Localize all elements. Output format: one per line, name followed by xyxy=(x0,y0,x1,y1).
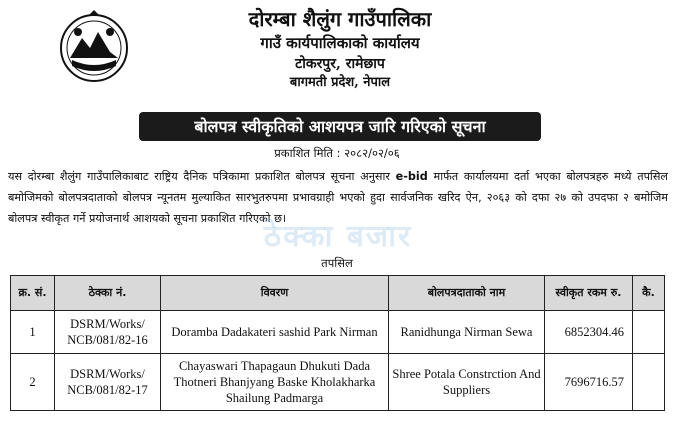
col-header-remarks: कै. xyxy=(633,276,665,311)
notice-body-part1: यस दोरम्बा शैलुंग गाउँपालिकाबाट राष्ट्रिय दैनिक पत्रिकामा प्रकाशित बोलपत्र सूचना अनुसार xyxy=(8,170,396,183)
notice-body xyxy=(8,166,668,229)
cell-amount: 7696716.57 xyxy=(545,354,633,411)
cell-remarks xyxy=(633,311,665,354)
watermark: ठेक्का बजार xyxy=(263,219,413,254)
notice-body-ebid: e-bid xyxy=(395,170,428,183)
cell-contract-no: DSRM/Works/ NCB/081/82-16 xyxy=(55,311,161,354)
address-line-2: बागमती प्रदेश, नेपाल xyxy=(289,75,391,90)
cell-description: Doramba Dadakateri sashid Park Nirman xyxy=(161,311,389,354)
col-header-contract-no: ठेक्का नं. xyxy=(55,276,161,311)
published-date: प्रकाशित मिति : २०८२/०२/०६ xyxy=(274,146,400,160)
table-row xyxy=(11,311,665,354)
cell-remarks xyxy=(633,354,665,411)
notice-body-part2: मार्फत कार्यालयमा दर्ता भएका बोलपत्रहरु मध्ये तपसिल बमोजिमको बोलपत्रदाताको बोलपत्र न्यूनतम मुल्याकित सारभुतरुपमा प्रभावग्राही भएको हुदा सार्वजनिक खरिद ऐन, २०६३ को दफा २७ को उपदफा २ बमोजिम बोलपत्र स्वीकृत गर्ने प्रयोजनार्थ आशयको सूचना प्रकाशित गरिएको छ। xyxy=(8,170,668,225)
cell-sn: 2 xyxy=(11,354,55,411)
cell-bidder: Shree Potala Constrction And Suppliers xyxy=(389,354,545,411)
col-header-amount: स्वीकृत रकम रु. xyxy=(545,276,633,311)
col-header-sn: क्र. सं. xyxy=(11,276,55,311)
address-line-1: टोकरपुर, रामेछाप xyxy=(295,56,385,72)
notice-title: बोलपत्र स्वीकृतिको आशयपत्र जारि गरिएको सूचना xyxy=(139,112,541,141)
table-header-row xyxy=(11,276,665,311)
table-row xyxy=(11,354,665,411)
office-name: गाउँ कार्यपालिकाको कार्यालय xyxy=(260,34,420,52)
schedule-table xyxy=(10,275,665,411)
cell-sn: 1 xyxy=(11,311,55,354)
municipality-emblem xyxy=(58,8,130,88)
letterhead xyxy=(140,6,540,92)
cell-description: Chayaswari Thapagaun Dhukuti Dada Thotneri Bhanjyang Baske Kholakharka Shailung Padmarga xyxy=(161,354,389,411)
cell-contract-no: DSRM/Works/ NCB/081/82-17 xyxy=(55,354,161,411)
col-header-bidder: बोलपत्रदाताको नाम xyxy=(389,276,545,311)
cell-bidder: Ranidhunga Nirman Sewa xyxy=(389,311,545,354)
col-header-description: विवरण xyxy=(161,276,389,311)
schedule-title: तपसिल xyxy=(321,256,353,270)
cell-amount: 6852304.46 xyxy=(545,311,633,354)
org-name: दोरम्बा शैलुंग गाउँपालिका xyxy=(248,7,432,31)
